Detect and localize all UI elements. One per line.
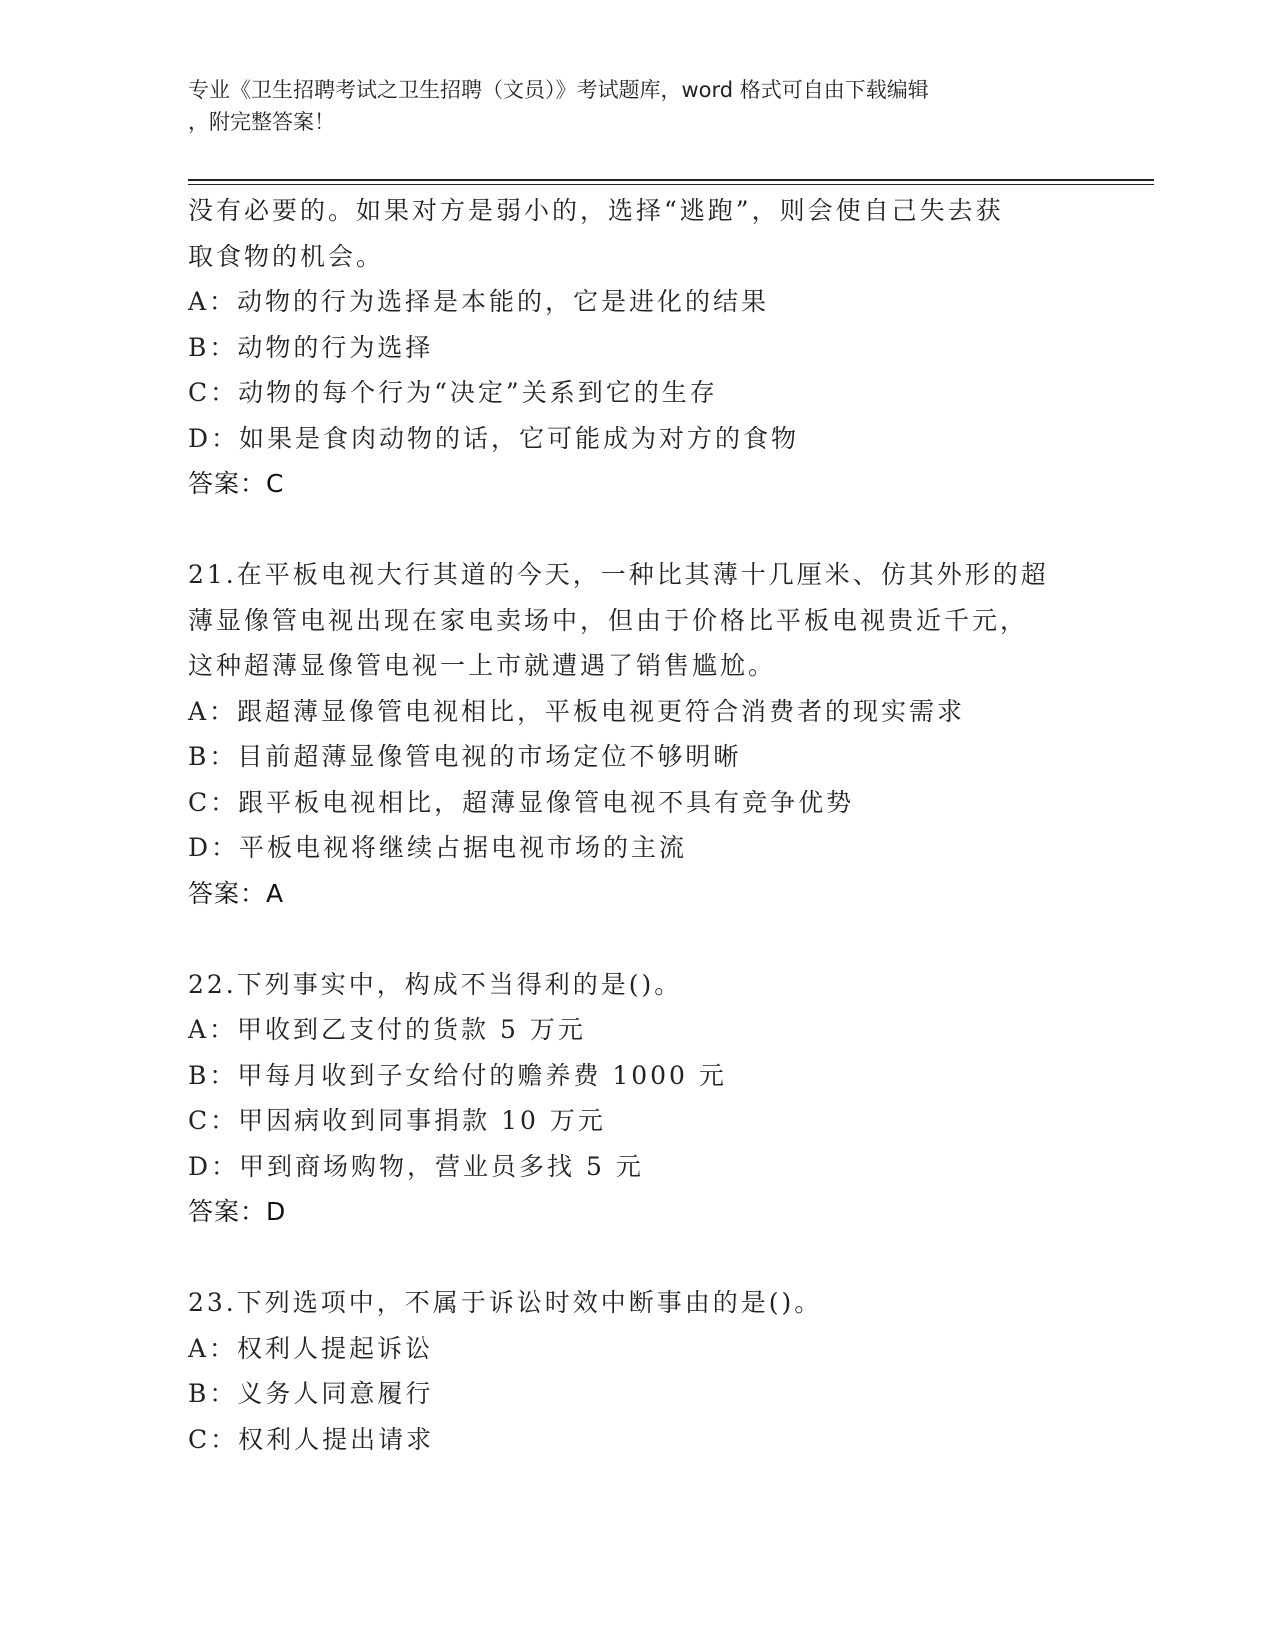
- spacer: [188, 916, 1088, 962]
- spacer: [188, 1235, 1088, 1281]
- header-line-1: 专业《卫生招聘考试之卫生招聘（文员）》考试题库，word 格式可自由下载编辑: [188, 78, 929, 102]
- question-23-block: [188, 1280, 1088, 1462]
- option-c: C：甲因病收到同事捐款 10 万元: [188, 1106, 606, 1135]
- question-stem-line: 21.在平板电视大行其道的今天，一种比其薄十几厘米、仿其外形的超: [188, 560, 1049, 589]
- answer-line: 答案：A: [188, 878, 285, 908]
- option-a: A：甲收到乙支付的货款 5 万元: [188, 1015, 586, 1044]
- answer-line: 答案：D: [188, 1197, 287, 1226]
- option-b: B：甲每月收到子女给付的赡养费 1000 元: [188, 1060, 727, 1090]
- option-b: B：动物的行为选择: [188, 332, 434, 362]
- header-line-2: ，附完整答案！: [188, 110, 335, 134]
- answer-line: 答案：C: [188, 469, 285, 498]
- option-a: A：权利人提起诉讼: [188, 1333, 434, 1363]
- option-b: B：目前超薄显像管电视的市场定位不够明晰: [188, 742, 742, 771]
- option-d: D：如果是食肉动物的话，它可能成为对方的食物: [188, 423, 800, 453]
- option-a: A：动物的行为选择是本能的，它是进化的结果: [188, 287, 770, 316]
- question-stem-line: 这种超薄显像管电视一上市就遭遇了销售尴尬。: [188, 651, 777, 680]
- header-divider-thick: [188, 179, 1154, 181]
- question-content: [188, 188, 1088, 1462]
- option-d: D：甲到商场购物，营业员多找 5 元: [188, 1151, 644, 1181]
- option-d: D：平板电视将继续占据电视市场的主流: [188, 833, 688, 862]
- option-c: C：动物的每个行为“决定”关系到它的生存: [188, 378, 718, 407]
- option-b: B：义务人同意履行: [188, 1379, 434, 1408]
- option-c: C：跟平板电视相比，超薄显像管电视不具有竞争优势: [188, 787, 855, 817]
- question-22-block: [188, 962, 1088, 1235]
- question-stem-line: 23.下列选项中，不属于诉讼时效中断事由的是()。: [188, 1288, 823, 1317]
- question-stem-line: 22.下列事实中，构成不当得利的是()。: [188, 969, 683, 999]
- header-divider-thin: [188, 184, 1154, 185]
- spacer: [188, 507, 1088, 553]
- document-header: [188, 74, 1068, 138]
- question-20-block: [188, 188, 1088, 507]
- option-a: A：跟超薄显像管电视相比，平板电视更符合消费者的现实需求: [188, 696, 966, 726]
- question-21-block: [188, 552, 1088, 916]
- question-stem-line: 薄显像管电视出现在家电卖场中，但由于价格比平板电视贵近千元，: [188, 605, 1029, 635]
- question-text-line: 没有必要的。如果对方是弱小的，选择“逃跑”，则会使自己失去获: [188, 196, 1004, 225]
- question-text-line: 取食物的机会。: [188, 241, 385, 271]
- option-c: C：权利人提出请求: [188, 1424, 435, 1454]
